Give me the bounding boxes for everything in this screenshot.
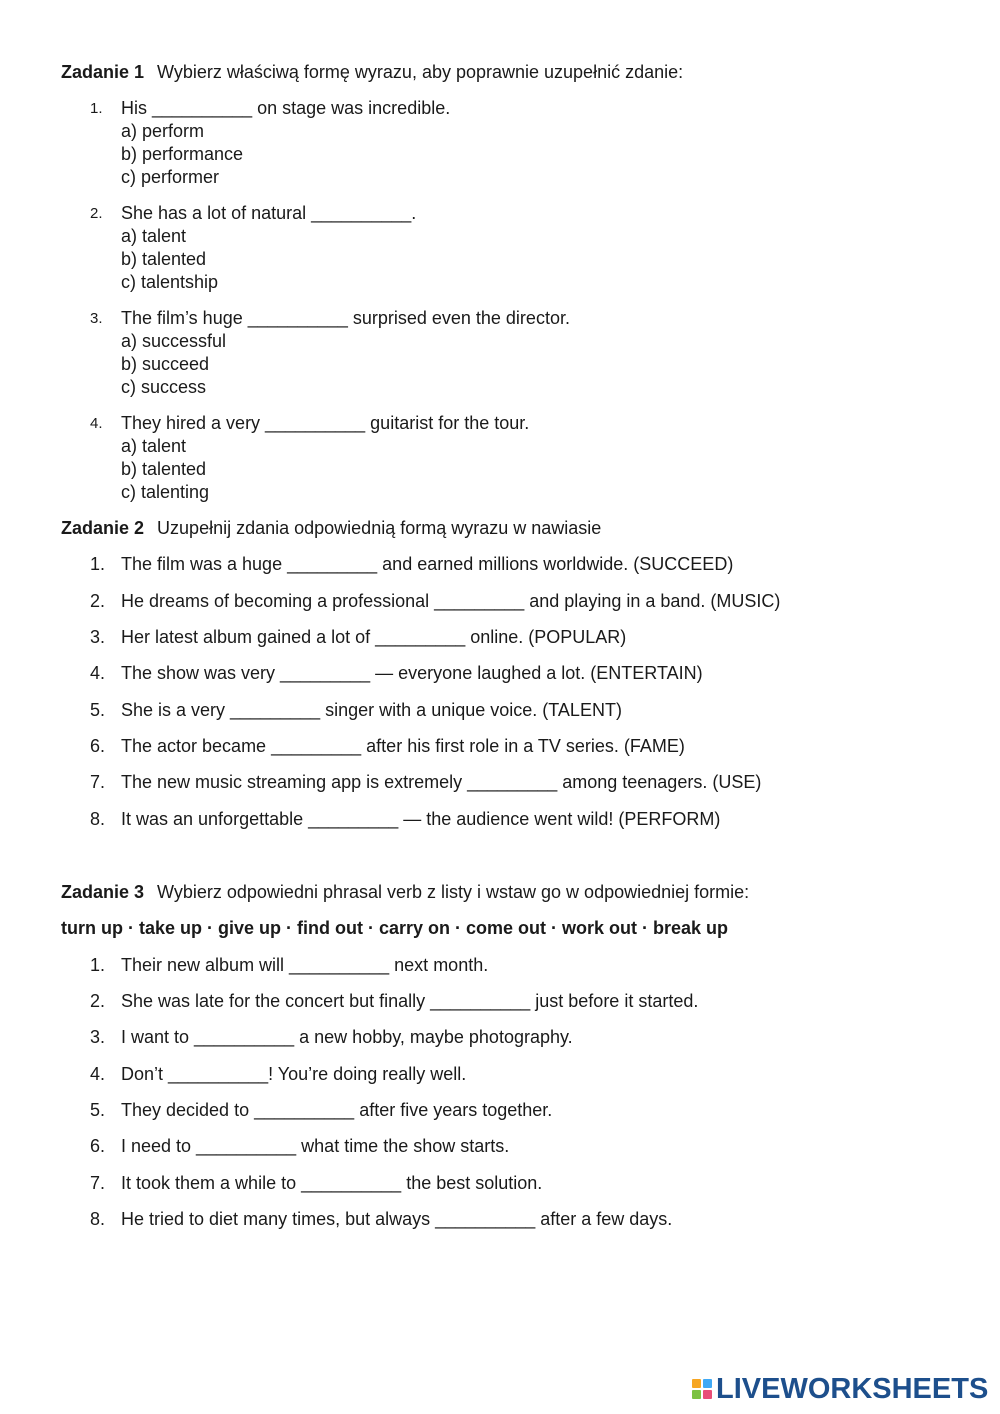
task2-label: Zadanie 2	[61, 518, 145, 538]
question-number: 3.	[90, 1027, 106, 1047]
question-text: They hired a very __________ guitarist for the tour.	[121, 413, 530, 433]
question-number: 8.	[90, 809, 106, 829]
question-text[interactable]: Her latest album gained a lot of _________ online. (POPULAR)	[121, 627, 627, 647]
task2-heading	[61, 517, 601, 539]
question-number: 1.	[90, 955, 106, 975]
question-number: 3.	[90, 310, 103, 327]
answer-option[interactable]: b) talented	[121, 459, 207, 479]
question-text[interactable]: She is a very _________ singer with a unique voice. (TALENT)	[121, 700, 622, 720]
question-number: 4.	[90, 1064, 106, 1084]
task1-instruction: Wybierz właściwą formę wyrazu, aby poprawnie uzupełnić zdanie:	[157, 62, 684, 82]
logo-tiles-icon	[692, 1379, 712, 1399]
question-text[interactable]: The film was a huge _________ and earned millions worldwide. (SUCCEED)	[121, 554, 734, 574]
question-number: 7.	[90, 1173, 106, 1193]
answer-option[interactable]: b) succeed	[121, 354, 210, 374]
question-text[interactable]: I want to __________ a new hobby, maybe photography.	[121, 1027, 573, 1047]
answer-option[interactable]: a) perform	[121, 121, 205, 141]
answer-option[interactable]: c) success	[121, 377, 207, 397]
liveworksheets-logo[interactable]	[692, 1374, 988, 1404]
answer-option[interactable]: a) talent	[121, 226, 187, 246]
question-number: 5.	[90, 1100, 106, 1120]
question-number: 6.	[90, 1136, 106, 1156]
question-text[interactable]: Don’t __________! You’re doing really well.	[121, 1064, 467, 1084]
question-text[interactable]: The actor became _________ after his first role in a TV series. (FAME)	[121, 736, 685, 756]
question-text[interactable]: They decided to __________ after five years together.	[121, 1100, 553, 1120]
question-number: 6.	[90, 736, 106, 756]
question-number: 8.	[90, 1209, 106, 1229]
task2-instruction: Uzupełnij zdania odpowiednią formą wyrazu w nawiasie	[157, 518, 602, 538]
question-number: 1.	[90, 554, 106, 574]
question-text[interactable]: He dreams of becoming a professional _________ and playing in a band. (MUSIC)	[121, 591, 781, 611]
task1-label: Zadanie 1	[61, 62, 145, 82]
answer-option[interactable]: c) talentship	[121, 272, 219, 292]
question-number: 3.	[90, 627, 106, 647]
question-number: 2.	[90, 591, 106, 611]
task3-instruction: Wybierz odpowiedni phrasal verb z listy i wstaw go w odpowiedniej formie:	[157, 882, 750, 902]
question-number: 2.	[90, 991, 106, 1011]
word-bank: turn up · take up · give up · find out · carry on · come out · work out · break up	[61, 918, 729, 938]
question-text: She has a lot of natural __________.	[121, 203, 417, 223]
question-text[interactable]: Their new album will __________ next month.	[121, 955, 489, 975]
logo-text: LIVEWORKSHEETS	[716, 1373, 989, 1405]
answer-option[interactable]: a) talent	[121, 436, 187, 456]
question-text[interactable]: She was late for the concert but finally __________ just before it started.	[121, 991, 699, 1011]
question-text[interactable]: He tried to diet many times, but always __________ after a few days.	[121, 1209, 673, 1229]
question-text[interactable]: It was an unforgettable _________ — the audience went wild! (PERFORM)	[121, 809, 721, 829]
answer-option[interactable]: b) talented	[121, 249, 207, 269]
question-text[interactable]: The show was very _________ — everyone laughed a lot. (ENTERTAIN)	[121, 663, 703, 683]
question-number: 2.	[90, 205, 103, 222]
answer-option[interactable]: b) performance	[121, 144, 244, 164]
answer-option[interactable]: c) performer	[121, 167, 220, 187]
task1-heading	[61, 61, 683, 83]
question-text[interactable]: The new music streaming app is extremely _________ among teenagers. (USE)	[121, 772, 762, 792]
task3-label: Zadanie 3	[61, 882, 145, 902]
answer-option[interactable]: a) successful	[121, 331, 227, 351]
question-number: 4.	[90, 415, 103, 432]
question-text[interactable]: I need to __________ what time the show starts.	[121, 1136, 510, 1156]
question-text: The film’s huge __________ surprised even the director.	[121, 308, 570, 328]
question-text[interactable]: It took them a while to __________ the best solution.	[121, 1173, 543, 1193]
question-number: 1.	[90, 100, 103, 117]
question-number: 7.	[90, 772, 106, 792]
question-number: 4.	[90, 663, 106, 683]
question-number: 5.	[90, 700, 106, 720]
answer-option[interactable]: c) talenting	[121, 482, 210, 502]
task3-heading	[61, 881, 749, 903]
question-text: His __________ on stage was incredible.	[121, 98, 451, 118]
